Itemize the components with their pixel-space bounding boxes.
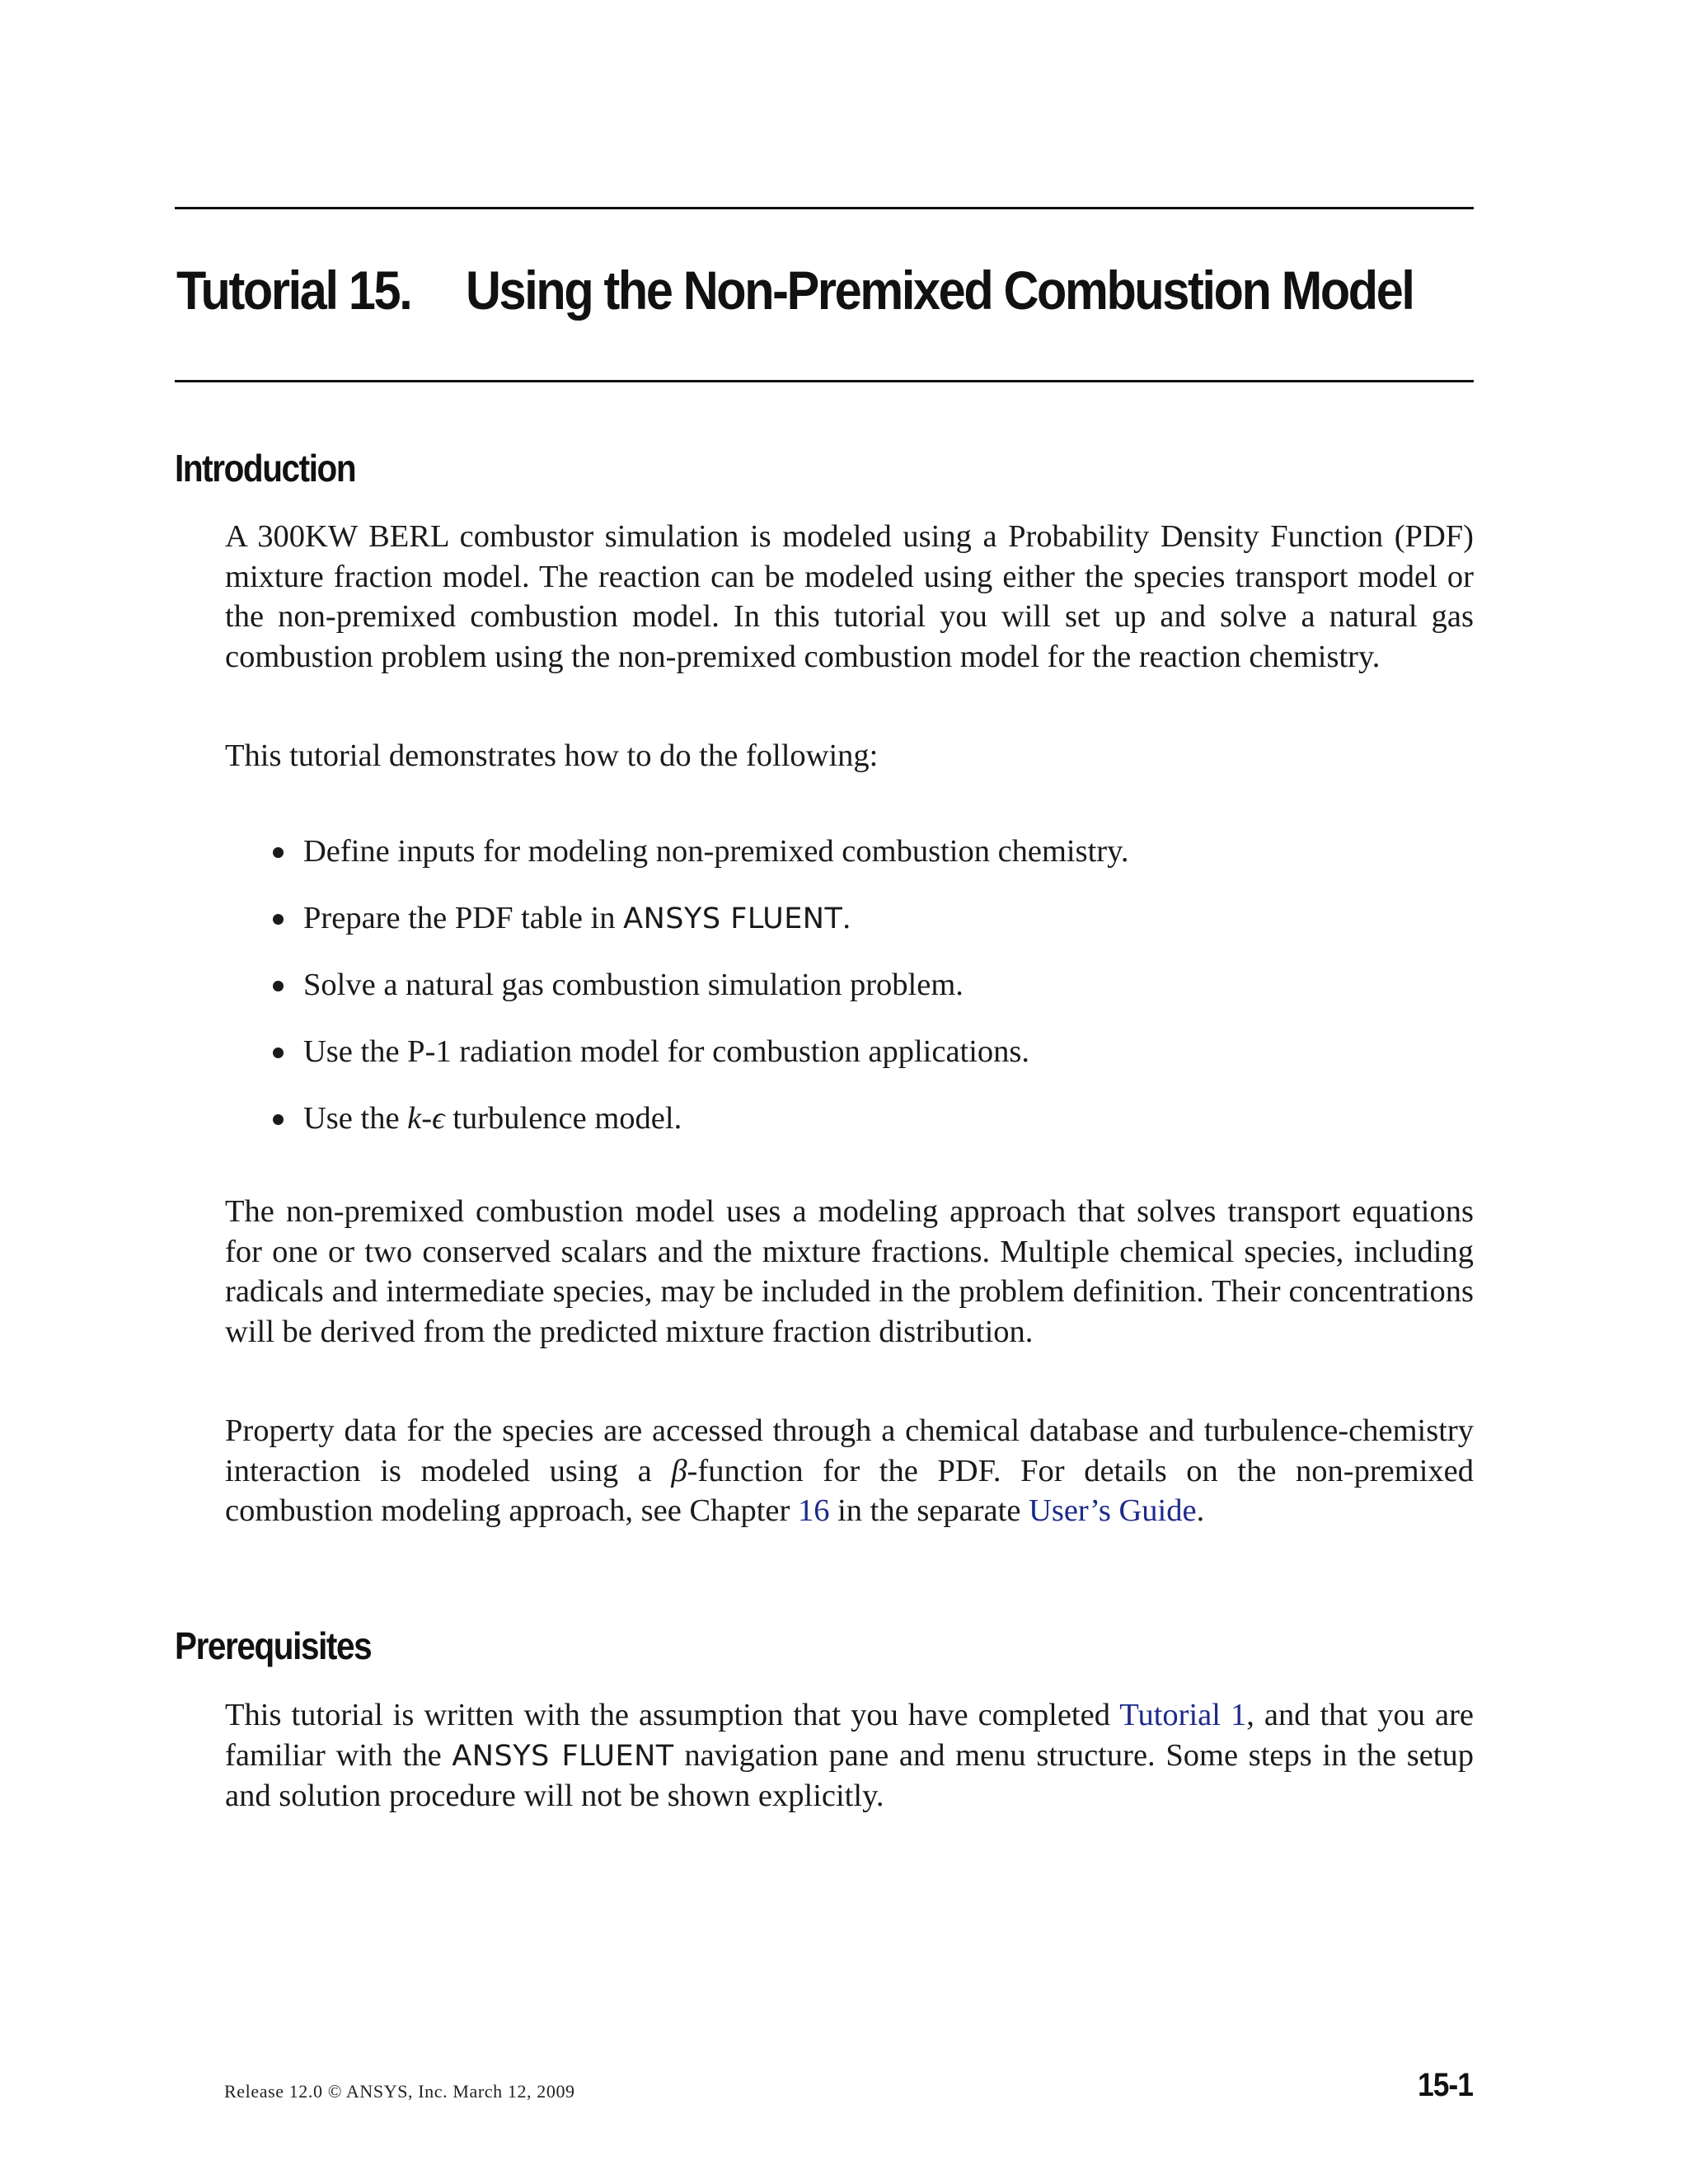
list-item bbox=[225, 1099, 1474, 1165]
chapter-title bbox=[176, 257, 1414, 323]
paragraph-text: . bbox=[1196, 1493, 1205, 1528]
tutorial-1-link[interactable]: Tutorial 1 bbox=[1119, 1698, 1247, 1732]
chapter-16-link[interactable]: 16 bbox=[797, 1493, 830, 1528]
math-k: k bbox=[407, 1101, 422, 1136]
objectives-list bbox=[225, 832, 1474, 1165]
list-item bbox=[225, 1032, 1474, 1099]
bullet-text: Prepare the PDF table in bbox=[303, 901, 624, 935]
paragraph-text: -function for the PDF. For details on the non-premixed combustion modeling approach, see Chapter bbox=[225, 1453, 1474, 1528]
chapter-title-text: Using the Non-Premixed Combustion Model bbox=[466, 260, 1414, 321]
footer-release-info: Release 12.0 © ANSYS, Inc. March 12, 2009 bbox=[224, 2081, 575, 2102]
title-top-rule bbox=[175, 207, 1474, 209]
paragraph-text: in the separate bbox=[829, 1493, 1029, 1528]
chapter-number: Tutorial 15. bbox=[176, 260, 411, 321]
list-item bbox=[225, 898, 1474, 965]
list-item bbox=[225, 832, 1474, 898]
bullet-icon bbox=[273, 981, 284, 991]
math-dash: - bbox=[421, 1101, 433, 1136]
product-name: ANSYS FLUENT bbox=[452, 1739, 674, 1773]
bullet-icon bbox=[273, 847, 284, 858]
bullet-text: Use the bbox=[303, 1101, 408, 1136]
bullet-icon bbox=[273, 1114, 284, 1125]
product-name: ANSYS FLUENT bbox=[623, 902, 843, 935]
bullet-text-end: turbulence model. bbox=[444, 1101, 682, 1136]
bullet-text: Use the P-1 radiation model for combustion applications. bbox=[303, 1034, 1030, 1069]
prerequisites-heading: Prerequisites bbox=[175, 1624, 372, 1667]
paragraph-text: navigation pane and menu structure. Some steps in the setup and solution procedure will not be shown explicitly. bbox=[225, 1737, 1474, 1813]
paragraph-text: , and that you are familiar with the bbox=[225, 1698, 1474, 1773]
math-beta: β bbox=[671, 1453, 687, 1488]
bullet-icon bbox=[273, 914, 284, 925]
prerequisites-paragraph bbox=[225, 1695, 1474, 1816]
bullet-text: Solve a natural gas combustion simulation problem. bbox=[303, 968, 964, 1002]
math-epsilon: ϵ bbox=[432, 1101, 445, 1136]
paragraph-text: Property data for the species are accessed through a chemical database and turbulence-chemistry interaction is modeled using a bbox=[225, 1413, 1474, 1488]
intro-paragraph-2: This tutorial demonstrates how to do the following: bbox=[225, 738, 879, 773]
intro-paragraph-3: The non-premixed combustion model uses a modeling approach that solves transport equations for one or two conserved scalars and the mixture fractions. Multiple chemical species, including radicals and intermediate species, may be included in the problem definition. Their concentrations will be derived from the predicted mixture fraction distribution. bbox=[225, 1194, 1474, 1349]
bullet-text: Define inputs for modeling non-premixed combustion chemistry. bbox=[303, 834, 1129, 869]
bullet-text-end: . bbox=[842, 901, 851, 935]
paragraph-text: This tutorial is written with the assumption that you have completed bbox=[225, 1698, 1120, 1732]
bullet-icon bbox=[273, 1047, 284, 1058]
users-guide-link[interactable]: User’s Guide bbox=[1029, 1493, 1197, 1528]
footer-page-number: 15-1 bbox=[1418, 2067, 1473, 2103]
introduction-heading: Introduction bbox=[175, 447, 356, 490]
intro-paragraph-4 bbox=[225, 1411, 1474, 1531]
title-bottom-rule bbox=[175, 380, 1474, 382]
list-item bbox=[225, 965, 1474, 1032]
intro-paragraph-1: A 300KW BERL combustor simulation is modeled using a Probability Density Function (PDF) mixture fraction model. The reaction can be modeled using either the species transport model or the non-premixed combustion model. In this tutorial you will set up and solve a natural gas combustion problem using the non-premixed combustion model for the reaction chemistry. bbox=[225, 519, 1474, 674]
